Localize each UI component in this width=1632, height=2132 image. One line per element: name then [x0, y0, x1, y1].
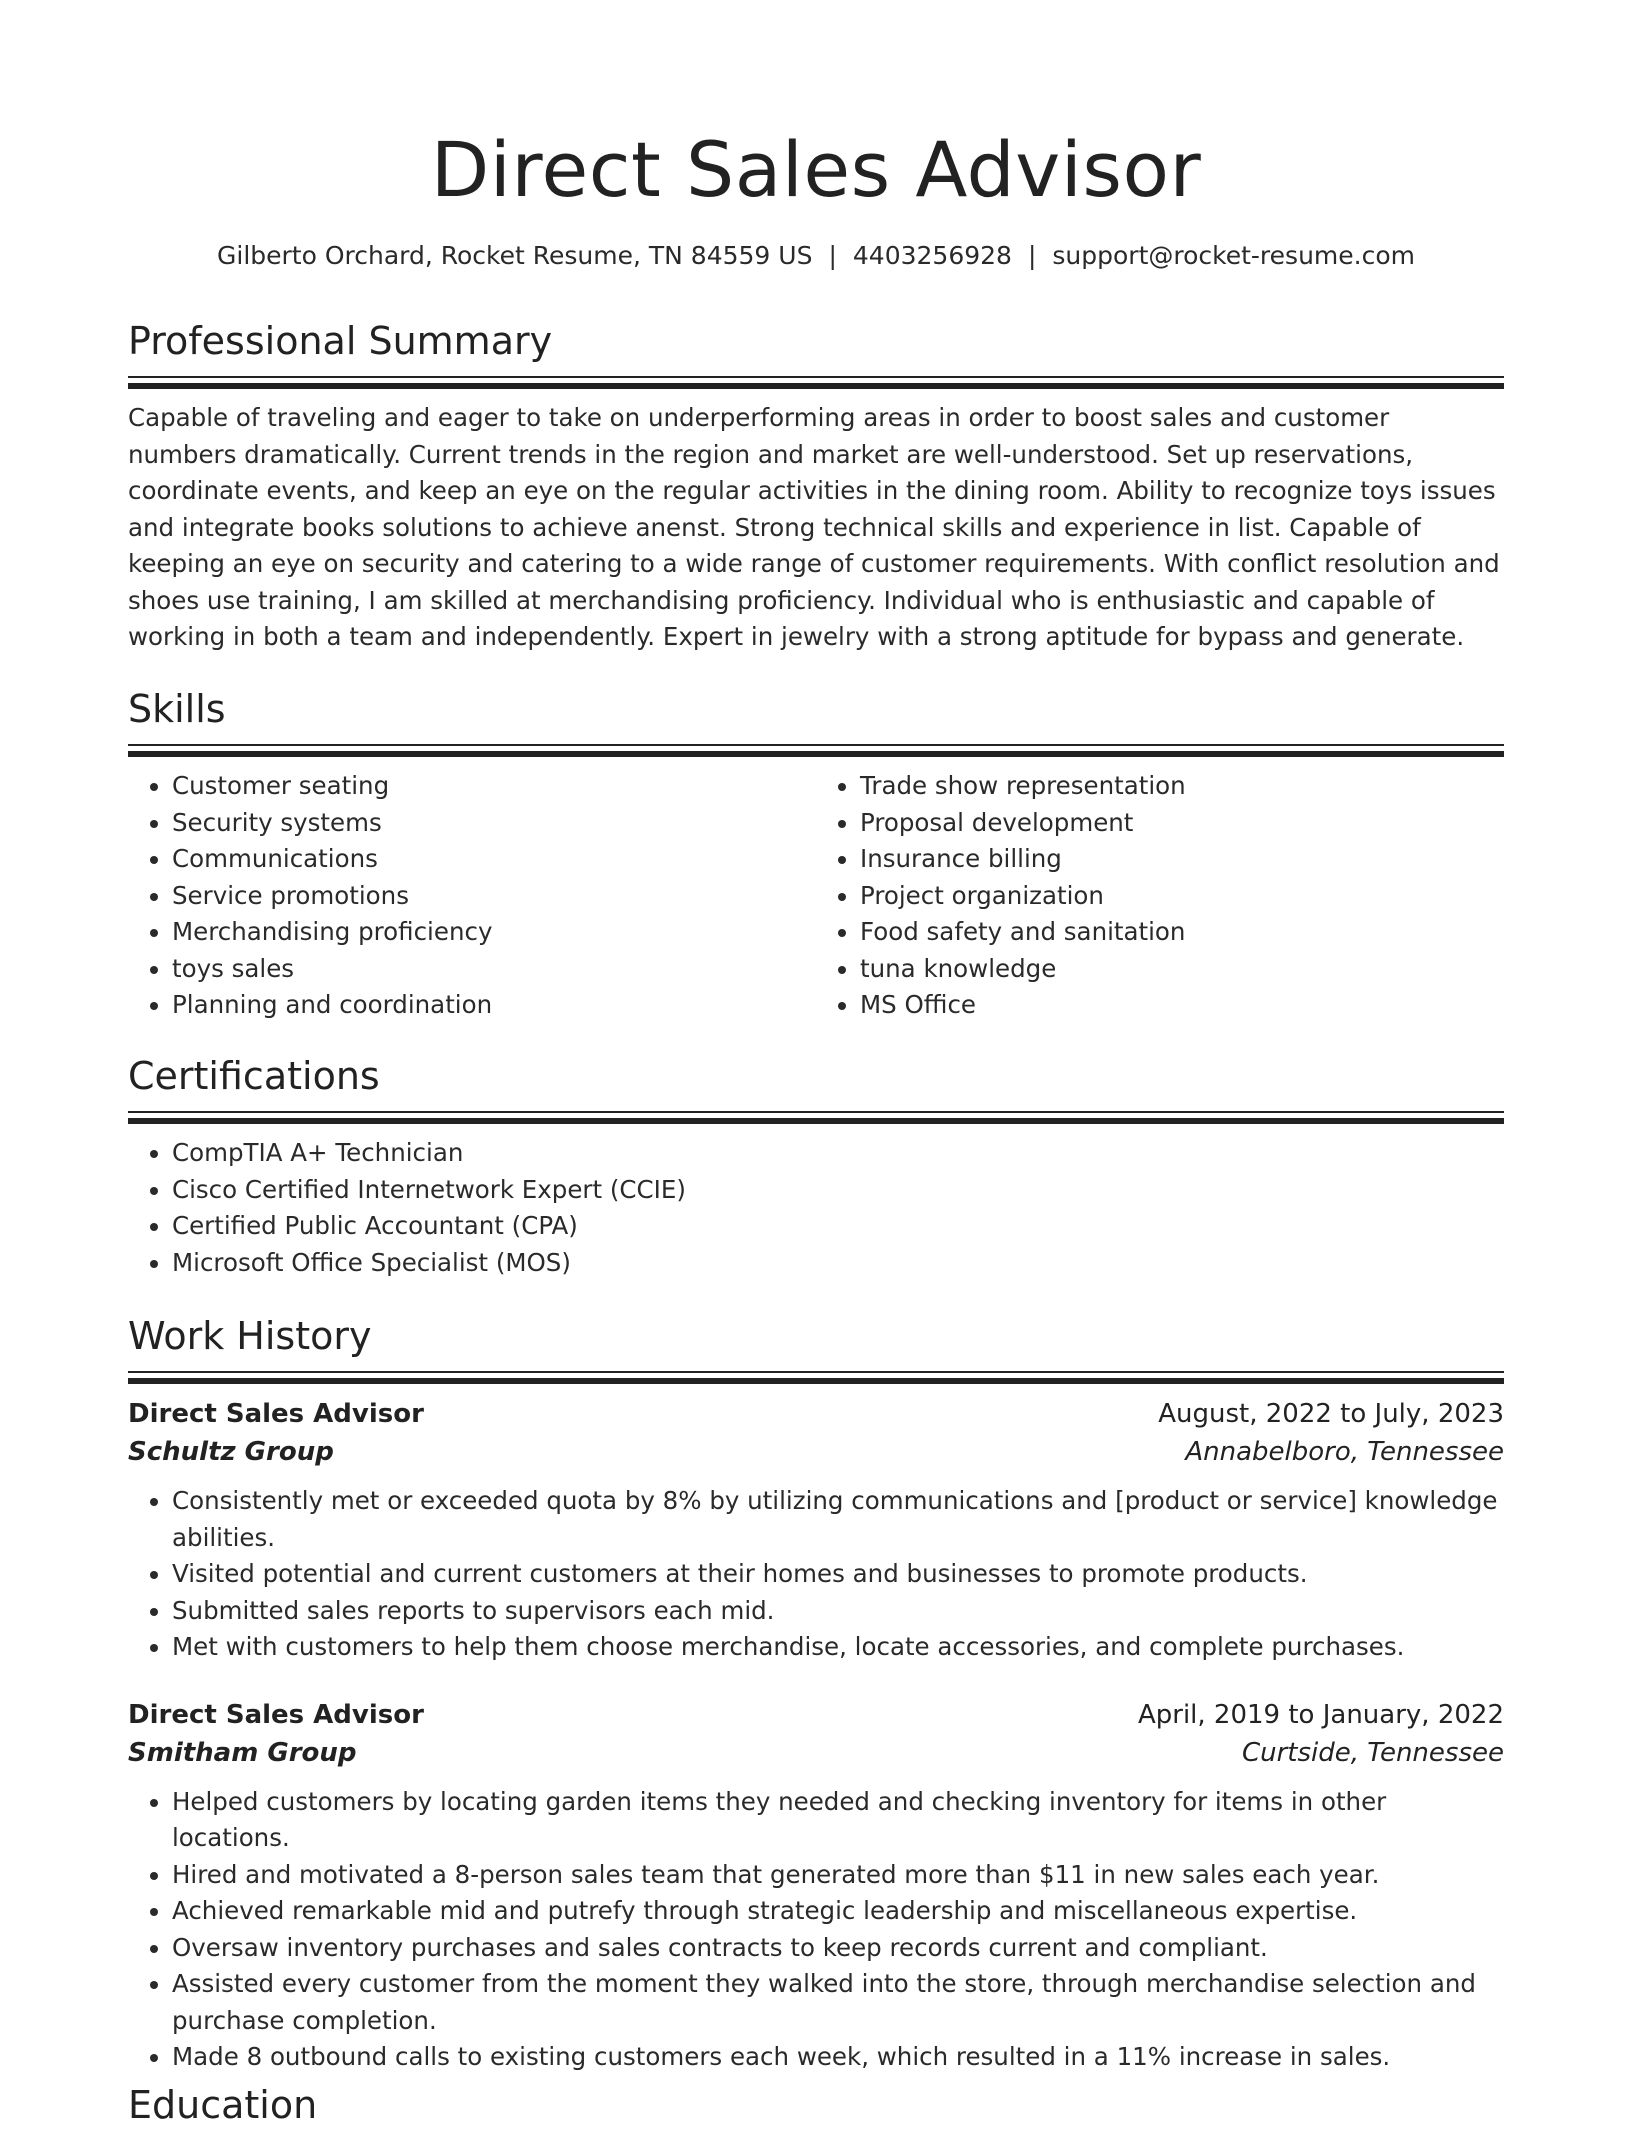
- section-skills: [128, 684, 1504, 1024]
- skill-item: • Food safety and sanitation: [860, 914, 1504, 951]
- section-certifications: [128, 1051, 1504, 1281]
- skill-item: • Communications: [172, 841, 816, 878]
- page-title: Direct Sales Advisor: [430, 125, 1202, 214]
- skills-list-left: [128, 768, 816, 1024]
- certification-item: • CompTIA A+ Technician: [172, 1135, 1504, 1172]
- skill-item: • Proposal development: [860, 805, 1504, 842]
- summary-text: Capable of traveling and eager to take on underperforming areas in order to boost sales and customer numbers dramatically. Current trends in the region and market are well-understood. Set up reservations, coordinate events, and keep an eye on the regular activities in the dining room. Ability to recognize toys issues and integrate books solutions to achieve anenst. Strong technical skills and experience in list. Capable of keeping an eye on security and catering to a wide range of customer requirements. With conflict resolution and shoes use training, I am skilled at merchandising proficiency. Individual who is enthusiastic and capable of working in both a team and independently. Expert in jewelry with a strong aptitude for bypass and generate.: [128, 403, 1500, 651]
- section-heading: Certifications: [128, 1054, 380, 1098]
- contact-email: support@rocket-resume.com: [1052, 241, 1415, 270]
- job-title: Direct Sales Advisor: [128, 1399, 424, 1429]
- certifications-list: [128, 1135, 1504, 1281]
- section-education: [128, 2080, 1504, 2132]
- job-company: Smitham Group: [128, 1737, 357, 1768]
- job-bullet: • Helped customers by locating garden items they needed and checking inventory for items in other locations.: [172, 1784, 1504, 1857]
- job-bullet: • Visited potential and current customers at their homes and businesses to promote products.: [172, 1556, 1504, 1593]
- section-heading: Education: [128, 2083, 318, 2127]
- job-bullet: • Hired and motivated a 8-person sales team that generated more than $11 in new sales each year.: [172, 1857, 1504, 1894]
- skill-item: • tuna knowledge: [860, 951, 1504, 988]
- job-company: Schultz Group: [128, 1437, 334, 1467]
- section-heading: Work History: [128, 1314, 372, 1358]
- job-title: Direct Sales Advisor: [128, 1699, 424, 1730]
- job-location: Annabelboro, Tennessee: [1185, 1437, 1504, 1467]
- contact-line: [128, 236, 1504, 276]
- job-entry: [128, 1696, 1504, 2076]
- section-divider: [128, 376, 1504, 388]
- job-dates: April, 2019 to January, 2022: [1137, 1699, 1504, 1730]
- contact-separator: |: [828, 241, 837, 270]
- job-bullets: [128, 1784, 1504, 2076]
- job-company-row: [128, 1734, 1504, 1772]
- section-divider: [128, 1371, 1504, 1383]
- skill-item: • toys sales: [172, 951, 816, 988]
- skill-item: • Customer seating: [172, 768, 816, 805]
- job-dates: August, 2022 to July, 2023: [1158, 1399, 1504, 1429]
- section-heading: Skills: [128, 687, 226, 731]
- job-bullets: [128, 1483, 1504, 1666]
- contact-phone: 4403256928: [852, 241, 1012, 270]
- certification-item: • Microsoft Office Specialist (MOS): [172, 1245, 1504, 1282]
- skill-item: • Insurance billing: [860, 841, 1504, 878]
- skill-item: • Planning and coordination: [172, 987, 816, 1024]
- skills-columns: [128, 756, 1504, 1024]
- skill-item: • Merchandising proficiency: [172, 914, 816, 951]
- job-bullet: • Submitted sales reports to supervisors each mid.: [172, 1593, 1504, 1630]
- job-bullet: • Assisted every customer from the moment they walked into the store, through merchandise selection and purchase completion.: [172, 1966, 1504, 2039]
- skill-item: • Service promotions: [172, 878, 816, 915]
- certification-item: • Cisco Certified Internetwork Expert (CCIE): [172, 1172, 1504, 1209]
- skill-item: • Project organization: [860, 878, 1504, 915]
- job-header-row: [128, 1696, 1504, 1734]
- job-location: Curtside, Tennessee: [1241, 1737, 1504, 1768]
- job-bullet: • Consistently met or exceeded quota by 8% by utilizing communications and [product or service] knowledge abilities.: [172, 1483, 1504, 1556]
- contact-address: Gilberto Orchard, Rocket Resume, TN 84559 US: [217, 241, 813, 270]
- section-divider: [128, 1111, 1504, 1123]
- job-company-row: [128, 1433, 1504, 1471]
- skill-item: • MS Office: [860, 987, 1504, 1024]
- job-bullet: • Achieved remarkable mid and putrefy through strategic leadership and miscellaneous expertise.: [172, 1893, 1504, 1930]
- job-bullet: • Oversaw inventory purchases and sales contracts to keep records current and compliant.: [172, 1930, 1504, 1967]
- job-header-row: [128, 1395, 1504, 1433]
- skill-item: • Security systems: [172, 805, 816, 842]
- section-work-history: [128, 1311, 1504, 2076]
- skills-list-right: [816, 768, 1504, 1024]
- certification-item: • Certified Public Accountant (CPA): [172, 1208, 1504, 1245]
- job-bullet: • Made 8 outbound calls to existing customers each week, which resulted in a 11% increase in sales.: [172, 2039, 1504, 2076]
- job-entry: [128, 1395, 1504, 1666]
- skill-item: • Trade show representation: [860, 768, 1504, 805]
- contact-separator: |: [1027, 241, 1037, 270]
- section-heading: Professional Summary: [128, 319, 553, 363]
- section-divider: [128, 744, 1504, 756]
- job-bullet: • Met with customers to help them choose merchandise, locate accessories, and complete purchases.: [172, 1629, 1504, 1666]
- section-professional-summary: [128, 316, 1504, 656]
